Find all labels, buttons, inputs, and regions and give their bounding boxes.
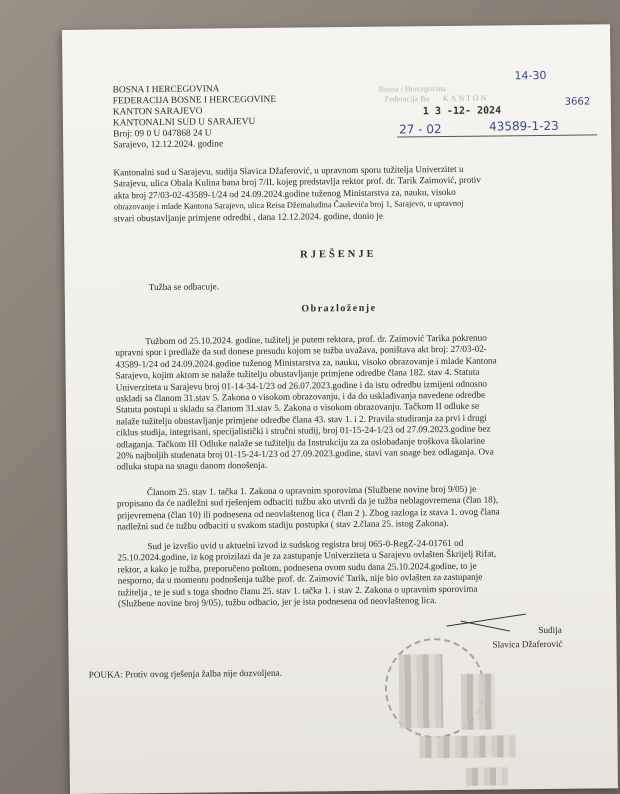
- text-line: nesporno, da u momentu podnošenja tužbe prof. dr. Zaimović Tarik, nije bio ovlašten za zastupanje: [117, 571, 483, 586]
- text-line: nalaže tužitelju obustavljanje primjene odredbe člana 43. stav 1. i 2. Pravila studiranja za prvi i drugi: [116, 412, 487, 427]
- text-line: nadležni sud će tužbu odbaciti u svakom stadiju postupka ( stav 2.člana 25. istog Zakona).: [117, 518, 449, 532]
- header-line: KANTON SARAJEVO: [112, 106, 203, 118]
- signature-name: Slavica Džaferović: [492, 638, 563, 650]
- text-line: Sarajevu, ulica Obala Kulina bana broj 7/II, kojeg predstavlja rektor prof. dr. Tarik Zaimović, protiv: [113, 175, 481, 189]
- text-line: Sarajevo, kojim aktom se nalaže tužitelju obustavljanje primjene odredbe člana 182. stav 4. Statuta: [115, 366, 480, 381]
- redacted-area: [461, 674, 496, 730]
- reception-stamp: [339, 68, 600, 169]
- reasoning-paragraph-2: [117, 483, 577, 533]
- text-line: stvari obustavljanje primjene odredbi , dana 12.12.2024. godine, donio je: [113, 210, 383, 224]
- signature-scribble: [447, 614, 526, 627]
- signature-role: Sudija: [538, 624, 562, 636]
- text-line: odlaganja. Tačkom III Odluke nalaže se tužitelju da Instrukciju za za oslobađanje troškova školarine: [116, 435, 485, 450]
- text-line: prijevremena (član 10) ili podnesena od neovlaštenog lica ( član 2 ). Zbog razloga iz stava 1. ovog člana: [117, 506, 500, 521]
- signature-scribble: [461, 621, 510, 632]
- text-line: 20% najboljih studenata broj 01-15-24-1/23 od 27.09.2023.godine, stavi van snage bez odlaganja. Ova: [116, 446, 494, 461]
- text-line: propisano da će nadležni sud rješenjem odbaciti tužbu ako utvrdi da je tužba neblagovremena (član 18),: [116, 494, 499, 509]
- text-line: Tužbom od 25.10.2024. godine, tužitelj je putem rektora, prof. dr. Zaimović Tarika pokrenuo: [145, 332, 487, 347]
- text-line: obrazovanje i mlade Kantona Sarajevo, ulica Reisa Džemaludina Čauševića broj 1, Sarajevo, u upravnoj: [113, 199, 464, 212]
- redacted-area: [419, 735, 515, 758]
- text-line: tužitelja , te je sud s toga shodno članu 25. stav 1. tačka 1. i stav 2. Zakona o upravnim sporovima: [117, 583, 478, 598]
- text-line: Univerziteta u Sarajevu broj 01-14-34-1/23 od 26.07.2023.godine i da istu odredbu izmijeni odnosno: [115, 378, 488, 393]
- text-line: Kantonalni sud u Sarajevu, sudija Slavica Džaferović, u upravnom sporu tužitelja Univerzitet u: [113, 163, 464, 178]
- handwritten-corner-note: 14-30: [514, 68, 547, 83]
- text-line: (Službene novine broj 9/05), tužbu odbacio, jer je ista podnesena od neovlaštenog lica.: [117, 595, 437, 609]
- header-line: BOSNA I HERCEGOVINA: [112, 84, 220, 96]
- stamp-faint-text: KANTON: [442, 93, 489, 104]
- text-line: ciklus studija, integrisani, specijalistički i stručni studij, broj 01-15-24-1/23 od 27.09.2023.godine bez: [116, 423, 491, 438]
- reasoning-paragraph-3: [117, 537, 578, 610]
- text-line: 25.10.2024.godine, iz kog proizilazi da je za zastupanje Univerziteta u Sarajevu ovlašten Škrijelj Rifat,: [117, 548, 497, 563]
- document-title: RJEŠENJE: [300, 248, 377, 261]
- text-line: Statuta postupi u skladu sa članom 31.stav 5. Zakona o visokom obrazovanju. Tačkom II odluke se: [115, 401, 480, 415]
- case-number: Broj: 09 0 U 047868 24 U: [113, 128, 212, 140]
- stamp-faint-text: Federacija Bo: [384, 94, 430, 104]
- legal-notice: POUKA: Protiv ovog rješenja žalba nije dozvoljena.: [88, 667, 282, 680]
- ruling-text: Tužba se odbacuje.: [148, 281, 220, 293]
- header-line: KANTONALNI SUD U SARAJEVU: [112, 116, 256, 129]
- reasoning-paragraph-1: [115, 332, 576, 474]
- text-line: 43589-1/24 od 24.09.2024.godine tuženog Ministarstva za, nauku, visoko obrazovanje i mlade Kantona: [115, 355, 497, 370]
- redacted-area: [466, 767, 508, 785]
- document-page: [62, 24, 618, 794]
- intro-paragraph: [113, 163, 574, 225]
- text-line: rektor, a kako je tužba, preporučeno poštom, podnesena ovom sudu dana 25.10.2024.godine, to je: [117, 560, 477, 575]
- handwritten-number: 27 - 02: [398, 122, 442, 137]
- text-line: upravni spor i predlaže da sud donese presudu kojom se tužba uvažava, poništava akt broj: 27/03-02-: [115, 343, 487, 358]
- reasoning-title: Obrazloženje: [301, 302, 377, 315]
- text-line: odluka stupa na snagu danom donošenja.: [116, 460, 268, 472]
- handwritten-corner-number: 3662: [564, 96, 591, 108]
- court-header: [113, 84, 277, 152]
- text-line: akta broj 27/03-02-43589-1/24 od 24.09.2024.godine tuženog Ministarstva za, nauku, visoko: [113, 186, 456, 201]
- text-line: uskladi sa članom 31.stav 5. Zakona o visokom obrazovanju, i da do usklađivanja navedene odredbe: [115, 389, 486, 404]
- received-date-stamp: 1 3 -12- 2024: [422, 105, 502, 118]
- stamp-faint-text: Bosna i Hercegovina: [378, 83, 446, 94]
- text-line: Članom 25. stav 1. tačka 1. Zakona o upravnim sporovima (Službene novine broj 9/05) je: [146, 483, 477, 498]
- text-line: Sud je izvršio uvid u aktuelni izvod iz sudskog registra broj 065-0-RegZ-24-01761 od: [147, 537, 464, 552]
- redacted-area: [399, 654, 444, 728]
- document-date: Sarajevo, 12.12.2024. godine: [113, 139, 224, 151]
- header-line: FEDERACIJA BOSNE I HERCEGOVINE: [112, 94, 277, 107]
- handwritten-case-number: 43589-1-23: [488, 118, 559, 134]
